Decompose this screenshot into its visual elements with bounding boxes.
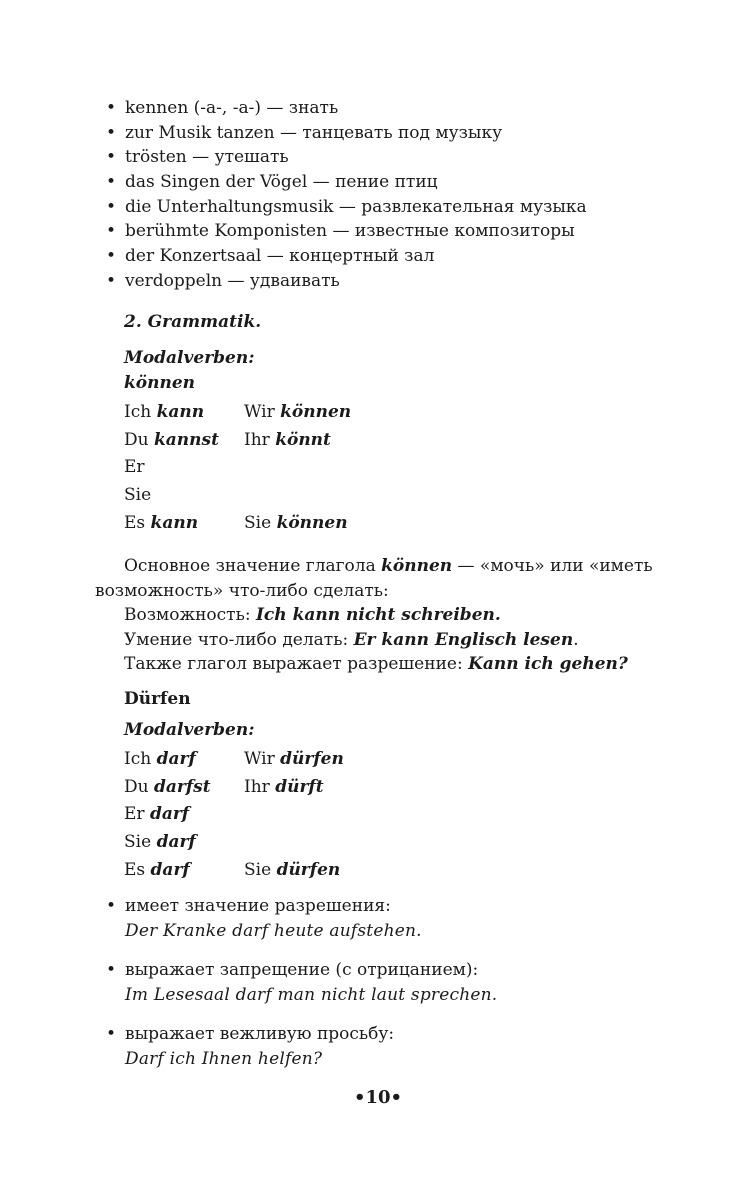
possibility-label: Возможность: [124, 605, 256, 625]
usage-example: Darf ich Ihnen helfen? [125, 1049, 323, 1069]
pronoun: Ihr [244, 429, 270, 450]
verb-form: kann [156, 402, 205, 422]
pronoun: Wir [244, 402, 275, 422]
verb-form: können [276, 512, 348, 533]
vocab-item: • berühmte Komponisten — известные композиторы [103, 219, 587, 244]
vocab-item: • verdoppeln — удваивать [103, 269, 587, 294]
section-heading: 2. Grammatik. [124, 312, 262, 332]
pronoun: Sie [124, 485, 152, 506]
pronoun: Es [124, 512, 146, 533]
possibility-example: Ich kann nicht schreiben. [255, 605, 501, 625]
pronoun: Er [124, 457, 145, 478]
meaning-paragraph-line2: возможность» что-либо сделать: [95, 581, 389, 601]
duerfen-title: Dürfen [124, 689, 191, 709]
verb-form: dürft [275, 776, 324, 797]
usage-list [103, 894, 497, 1086]
verb-form: dürfen [280, 749, 344, 769]
pronoun: Sie [244, 512, 272, 533]
skill-example: Er kann Englisch lesen [353, 630, 574, 650]
verb-form: können [280, 402, 352, 422]
skill-label: Умение что-либо делать: [124, 630, 354, 650]
modalverben-label: Modalverben: [124, 720, 255, 740]
pronoun: Ihr [244, 776, 270, 797]
pronoun: Es [124, 859, 146, 880]
permission-line [124, 652, 628, 676]
verb-form: darfst [154, 776, 211, 797]
usage-description: имеет значение разрешения: [125, 896, 391, 916]
pronoun: Sie [244, 859, 272, 880]
meaning-verb: können [381, 556, 453, 576]
vocab-item: • trösten — утешать [103, 145, 587, 170]
verb-koennen-title: können [124, 373, 196, 393]
usage-description: выражает запрещение (с отрицанием): [125, 960, 479, 980]
vocab-item: • der Konzertsaal — концертный зал [103, 244, 587, 269]
modalverben-label: Modalverben: [124, 348, 255, 368]
usage-example: Im Lesesaal darf man nicht laut sprechen. [125, 985, 498, 1005]
meaning-paragraph-line1 [124, 554, 653, 578]
pronoun: Du [124, 776, 149, 797]
usage-description: выражает вежливую просьбу: [125, 1024, 395, 1044]
page-number: •10• [353, 1087, 403, 1108]
permission-label: Также глагол выражает разрешение: [124, 654, 469, 674]
verb-form: darf [156, 749, 196, 769]
meaning-text: — «мочь» или «иметь [452, 556, 653, 576]
verb-form: dürfen [276, 859, 341, 880]
vocab-item: • das Singen der Vögel — пение птиц [103, 170, 587, 195]
vocab-item: • zur Musik tanzen — танцевать под музыку [103, 121, 587, 146]
verb-form: kann [150, 512, 199, 533]
usage-item [103, 1022, 497, 1072]
verb-form: darf [156, 832, 196, 853]
possibility-line [124, 603, 501, 627]
pronoun: Er [124, 804, 145, 825]
usage-item [103, 958, 497, 1008]
skill-line [124, 628, 579, 652]
verb-form: darf [149, 804, 190, 825]
usage-example: Der Kranke darf heute aufstehen. [125, 921, 422, 941]
vocab-item: • die Unterhaltungsmusik — развлекательная музыка [103, 195, 587, 220]
vocabulary-list [103, 96, 587, 294]
usage-item [103, 894, 497, 944]
pronoun: Ich [124, 402, 152, 422]
pronoun: Ich [124, 749, 152, 769]
pronoun: Du [124, 429, 149, 450]
pronoun: Sie [124, 832, 152, 853]
verb-form: darf [150, 859, 190, 880]
pronoun: Wir [244, 749, 275, 769]
vocab-item: • kennen (-a-, -a-) — знать [103, 96, 587, 121]
skill-end: . [573, 630, 579, 650]
verb-form: kannst [154, 429, 219, 450]
verb-form: könnt [275, 429, 331, 450]
permission-example: Kann ich gehen? [468, 654, 628, 674]
meaning-text: Основное значение глагола [124, 556, 382, 576]
